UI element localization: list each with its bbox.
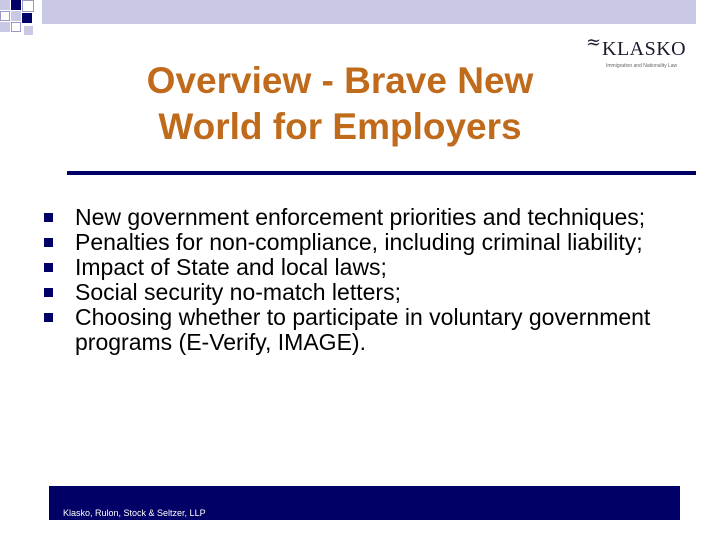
- slide-title-line-1: Overview - Brave New: [146, 60, 534, 101]
- company-logo: [584, 30, 694, 75]
- title-divider: [67, 171, 696, 175]
- bullet-item: [44, 280, 684, 305]
- square-bullet-icon: [44, 313, 53, 322]
- footer-bar: [49, 486, 680, 520]
- deco-square: [11, 0, 21, 10]
- logo-tagline: Immigration and Nationality Law: [606, 63, 678, 69]
- deco-bar-top: [42, 0, 696, 24]
- footer-firm-name: Klasko, Rulon, Stock & Seltzer, LLP: [63, 508, 206, 518]
- bullet-text: Choosing whether to participate in voluntary government programs (E-Verify, IMAGE).: [75, 304, 651, 355]
- bullet-text: New government enforcement priorities and techniques;: [75, 204, 646, 230]
- bullet-item: [44, 305, 684, 355]
- deco-square: [11, 22, 21, 32]
- deco-square: [24, 26, 33, 35]
- bullet-item: [44, 205, 684, 230]
- deco-square: [22, 0, 34, 12]
- deco-square: [0, 0, 10, 10]
- deco-square: [11, 11, 21, 21]
- bullet-list: [44, 205, 684, 355]
- bullet-item: [44, 230, 684, 255]
- bullet-text: Penalties for non-compliance, including criminal liability;: [75, 229, 643, 255]
- square-bullet-icon: [44, 263, 53, 272]
- bullet-item: [44, 255, 684, 280]
- square-bullet-icon: [44, 213, 53, 222]
- logo-swoosh-icon: ≈: [586, 32, 602, 53]
- square-bullet-icon: [44, 288, 53, 297]
- deco-square: [0, 11, 10, 21]
- bullet-text: Impact of State and local laws;: [75, 254, 387, 280]
- logo-wordmark: KLASKO: [602, 38, 687, 60]
- slide-title: [90, 58, 590, 150]
- bullet-text: Social security no-match letters;: [75, 279, 401, 305]
- deco-square: [22, 13, 32, 23]
- deco-square: [0, 22, 10, 32]
- square-bullet-icon: [44, 238, 53, 247]
- slide-title-line-2: World for Employers: [158, 106, 522, 147]
